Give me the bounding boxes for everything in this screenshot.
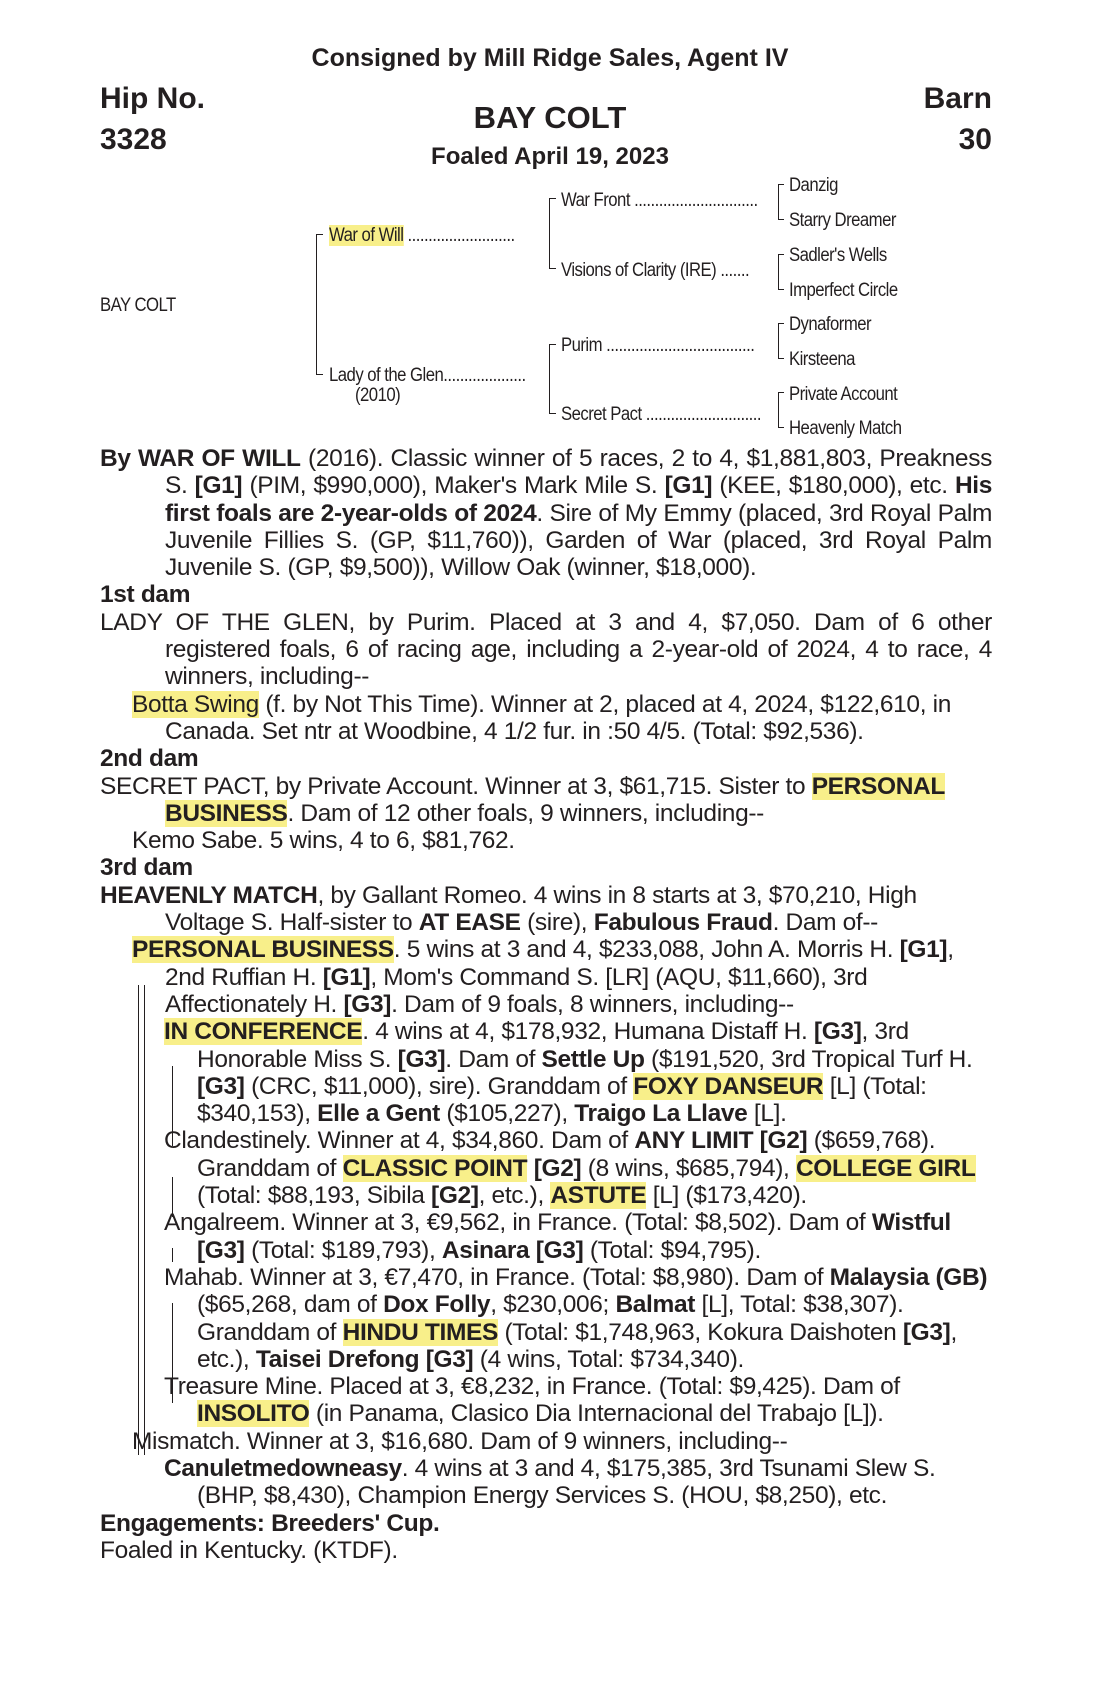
- first-dam-foal: Botta Swing (f. by Not This Time). Winner at 2, placed at 4, 2024, $122,610, in Canada. Set ntr at Woodbine, 4 1/2 fur. in :50 4/5. (Total: $92,536).: [132, 690, 951, 745]
- pedigree-dam-sire: Purim ....................................: [561, 335, 755, 356]
- first-dam-paragraph: LADY OF THE GLEN, by Purim. Placed at 3 and 4, $7,050. Dam of 6 other registered foals, 6 of racing age, including a 2-year-old of 2024, 4 to race, 4 winners, including--: [100, 608, 992, 691]
- mismatch-entry: Mismatch. Winner at 3, $16,680. Dam of 9 winners, including--: [132, 1427, 788, 1455]
- pedigree-gg: Heavenly Match: [789, 418, 902, 439]
- angalreem-entry: Angalreem. Winner at 3, €9,562, in France. (Total: $8,502). Dam of Wistful [G3] (Total: $189,793), Asinara [G3] (Total: $94,795).: [164, 1209, 951, 1264]
- pedigree-bracket: [778, 254, 784, 290]
- pedigree-gg: Starry Dreamer: [789, 210, 896, 231]
- barn-number: 30: [958, 123, 992, 156]
- clandestinely-entry: Clandestinely. Winner at 4, $34,860. Dam of ANY LIMIT [G2] ($659,768). Granddam of CLASSIC POINT [G2] (8 wins, $685,794), COLLEGE GIRL (Total: $88,193, Sibila [G2], etc.), ASTUTE [L] ($173,420).: [164, 1127, 976, 1210]
- pedigree-bracket: [778, 392, 784, 428]
- pedigree-gg: Private Account: [789, 384, 898, 405]
- pedigree-bracket: [316, 234, 323, 375]
- canuletmedowneasy-entry: Canuletmedowneasy. 4 wins at 3 and 4, $175,385, 3rd Tsunami Slew S. (BHP, $8,430), Champion Energy Services S. (HOU, $8,250), etc.: [164, 1454, 936, 1510]
- horse-title: BAY COLT: [473, 100, 627, 135]
- foaling-date: Foaled April 19, 2023: [431, 143, 669, 170]
- pedigree-bracket: [778, 323, 784, 359]
- personal-business-entry: PERSONAL BUSINESS. 5 wins at 3 and 4, $233,088, John A. Morris H. [G1], 2nd Ruffian H. [G1], Mom's Command S. [LR] (AQU, $11,660), 3rd Affectionately H. [G3]. Dam of 9 foals, 8 winners, including--: [132, 936, 954, 1018]
- treasure-mine-entry: Treasure Mine. Placed at 3, €8,232, in France. (Total: $9,425). Dam of INSOLITO (in Panama, Clasico Dia Internacional del Trabajo [L]).: [164, 1373, 900, 1428]
- foaled-in: Foaled in Kentucky. (KTDF).: [100, 1536, 398, 1564]
- pedigree-dam: Lady of the Glen....................: [329, 365, 526, 386]
- second-dam-heading: 2nd dam: [100, 745, 199, 773]
- pedigree-bracket: [549, 344, 556, 414]
- second-dam-foal: Kemo Sabe. 5 wins, 4 to 6, $81,762.: [132, 827, 515, 855]
- barn-label: Barn: [923, 82, 992, 115]
- third-dam-heading: 3rd dam: [100, 854, 193, 882]
- third-dam-paragraph: HEAVENLY MATCH, by Gallant Romeo. 4 wins in 8 starts at 3, $70,210, High Voltage S. Half-sister to AT EASE (sire), Fabulous Fraud. Dam of--: [100, 881, 917, 937]
- pedigree-sire-dam: Visions of Clarity (IRE) .......: [561, 260, 750, 281]
- mahab-entry: Mahab. Winner at 3, €7,470, in France. (Total: $8,980). Dam of Malaysia (GB) ($65,268, dam of Dox Folly, $230,006; Balmat [L], Total: $38,307). Granddam of HINDU TIMES (Total: $1,748,963, Kokura Daishoten [G3], etc.), Taisei Drefong [G3] (4 wins, Total: $734,340).: [164, 1263, 988, 1373]
- pedigree-gg: Dynaformer: [789, 314, 872, 335]
- sire-paragraph: By WAR OF WILL (2016). Classic winner of 5 races, 2 to 4, $1,881,803, Preakness S. [G1] (PIM, $990,000), Maker's Mark Mile S. [G1] (KEE, $180,000), etc. His first foals are 2-year-olds of 2024. Sire of My Emmy (placed, 3rd Royal Palm Juvenile Fillies S. (GP, $11,760)), Garden of War (placed, 3rd Royal Palm Juvenile S. (GP, $9,500)), Willow Oak (winner, $18,000).: [100, 445, 993, 582]
- pedigree-bracket: [549, 198, 556, 269]
- hip-label: Hip No.: [100, 82, 205, 115]
- catalog-text: [100, 445, 992, 1564]
- hip-number: 3328: [100, 123, 167, 156]
- engagements: Engagements: Breeders' Cup.: [100, 1509, 440, 1537]
- pedigree-gg: Imperfect Circle: [789, 280, 898, 301]
- pedigree-gg: Danzig: [789, 175, 838, 196]
- in-conference-entry: IN CONFERENCE. 4 wins at 4, $178,932, Humana Distaff H. [G3], 3rd Honorable Miss S. [G3]. Dam of Settle Up ($191,520, 3rd Tropical Turf H. [G3] (CRC, $11,000), sire). Granddam of FOXY DANSEUR [L] (Total: $340,153), Elle a Gent ($105,227), Traigo La Llave [L].: [164, 1018, 973, 1128]
- pedigree-bracket: [778, 184, 784, 220]
- pedigree-sire: War of Will ..........................: [329, 225, 515, 246]
- pedigree-gg: Sadler's Wells: [789, 245, 887, 266]
- pedigree-dam-dam: Secret Pact ............................: [561, 404, 762, 425]
- first-dam-heading: 1st dam: [100, 581, 191, 609]
- pedigree-gg: Kirsteena: [789, 349, 855, 370]
- pedigree-sire-sire: War Front ..............................: [561, 190, 758, 211]
- second-dam-paragraph: SECRET PACT, by Private Account. Winner at 3, $61,715. Sister to PERSONAL BUSINESS. Dam of 12 other foals, 9 winners, including--: [100, 772, 946, 827]
- pedigree-dam-year: (2010): [355, 385, 401, 406]
- consignor-line: Consigned by Mill Ridge Sales, Agent IV: [311, 44, 789, 72]
- pedigree-subject: BAY COLT: [100, 295, 176, 316]
